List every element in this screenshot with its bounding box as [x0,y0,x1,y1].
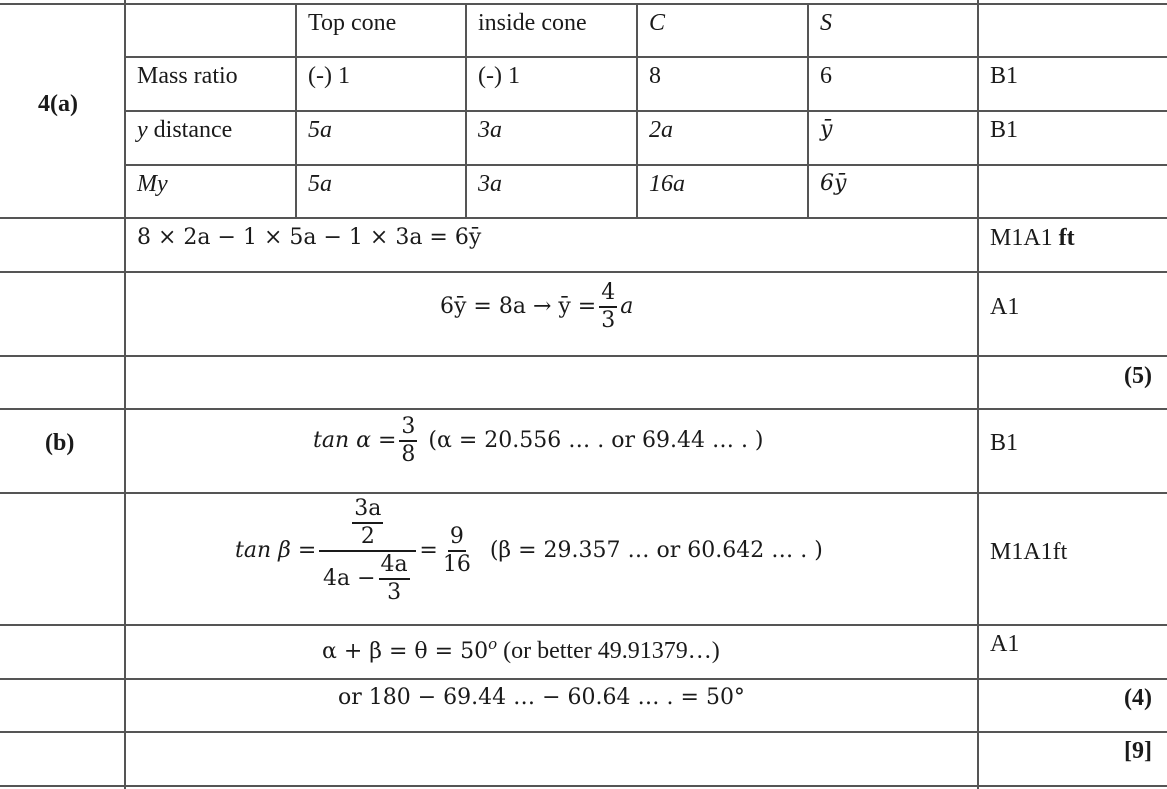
degree-sup: o [488,635,498,653]
question-label-b: (b) [45,430,75,456]
cell-mass-inside-cone: (-) 1 [478,63,520,89]
row-divider [124,56,1167,58]
y-variable: y [137,117,148,143]
equation-tan-beta [235,498,823,604]
mark-ft-bold: ft [1058,225,1075,251]
equation-tan-alpha [313,416,764,466]
part-a-total: (5) [1124,363,1152,389]
fraction-three-eighths [399,416,417,466]
cell-mass-top-cone: (-) 1 [308,63,350,89]
fraction-4a-over-3 [379,554,410,604]
row-divider [0,624,1167,626]
row-divider [0,492,1167,494]
cell-my-s: 6ȳ [820,171,847,196]
denominator: 3 [387,580,402,605]
tan-beta-left: tan β = [235,538,317,563]
equation-angle-sum [322,630,720,666]
denominator: 16 [442,552,471,577]
column-divider [977,0,979,789]
cell-y-inside-cone: 3a [478,117,502,143]
fraction-3a-over-2 [352,498,383,548]
column-divider [295,4,297,218]
cell-my-inside-cone: 3a [478,171,502,197]
row-divider [0,408,1167,410]
cell-mass-s: 6 [820,63,832,89]
cell-mass-c: 8 [649,63,661,89]
row-divider [0,678,1167,680]
mark-plain: M1A1 [990,225,1059,251]
equation-moments: 8 × 2a − 1 × 5a − 1 × 3a = 6ȳ [137,225,482,250]
header-c: C [649,10,666,36]
eq2-left: 6ȳ = 8a → ȳ = [440,294,597,319]
eq2-right: a [620,294,634,319]
grand-total: [9] [1124,738,1152,764]
row-divider [0,731,1167,733]
part-b-total: (4) [1124,685,1152,711]
cell-y-s: ȳ [820,117,833,142]
numerator: 4 [599,282,617,308]
equation-alternative: or 180 − 69.44 … − 60.64 … . = 50° [338,685,745,710]
mark-mass-ratio: B1 [990,63,1019,89]
tan-alpha-left: tan α = [313,428,397,453]
angle-sum-math: α + β = θ = 50 [322,639,489,664]
row-divider [0,271,1167,273]
numerator: 9 [448,526,466,552]
denominator: 3 [601,308,616,333]
angle-sum-note: (or better 49.91379…) [497,638,720,664]
row-divider [124,164,1167,166]
row-divider [0,355,1167,357]
row-label-mass-ratio: Mass ratio [137,63,238,89]
column-divider [636,4,638,218]
column-divider [465,4,467,218]
fraction-nine-sixteenths [441,526,473,576]
mark-y-distance: B1 [990,117,1019,143]
denominator: 2 [360,524,375,549]
row-label-my: My [137,171,168,197]
bottom-left: 4a − [322,566,376,591]
equation-ybar [440,282,633,332]
mark-tan-alpha: B1 [990,430,1019,456]
cell-y-top-cone: 5a [308,117,332,143]
mark-equation-ybar: A1 [990,294,1020,320]
row-divider [124,110,1167,112]
numerator: 4a [379,554,410,580]
complex-denominator [321,552,415,604]
fraction-complex [319,498,416,604]
distance-text: distance [147,117,233,143]
row-divider [0,217,1167,219]
table-border-bottom [0,785,1167,787]
table-border-top [0,3,1167,5]
header-inside-cone: inside cone [478,10,587,36]
header-top-cone: Top cone [308,10,397,36]
column-divider [124,0,126,789]
cell-my-top-cone: 5a [308,171,332,197]
cell-my-c: 16a [649,171,685,197]
mark-angle-sum: A1 [990,631,1020,657]
row-label-y-distance [137,116,232,144]
numerator: 3a [352,498,383,524]
fraction-four-thirds [599,282,617,332]
column-divider [807,4,809,218]
question-label-4a: 4(a) [38,91,78,117]
tan-alpha-note: (α = 20.556 … . or 69.44 … . ) [428,428,764,453]
mark-tan-beta: M1A1ft [990,539,1068,565]
numerator: 3 [399,416,417,442]
tan-beta-equals: = [419,538,438,563]
cell-y-c: 2a [649,117,673,143]
complex-numerator [319,498,416,552]
mark-equation-moments [990,224,1075,252]
header-s: S [820,10,832,36]
denominator: 8 [401,442,416,467]
tan-beta-note: (β = 29.357 … or 60.642 … . ) [489,538,823,563]
